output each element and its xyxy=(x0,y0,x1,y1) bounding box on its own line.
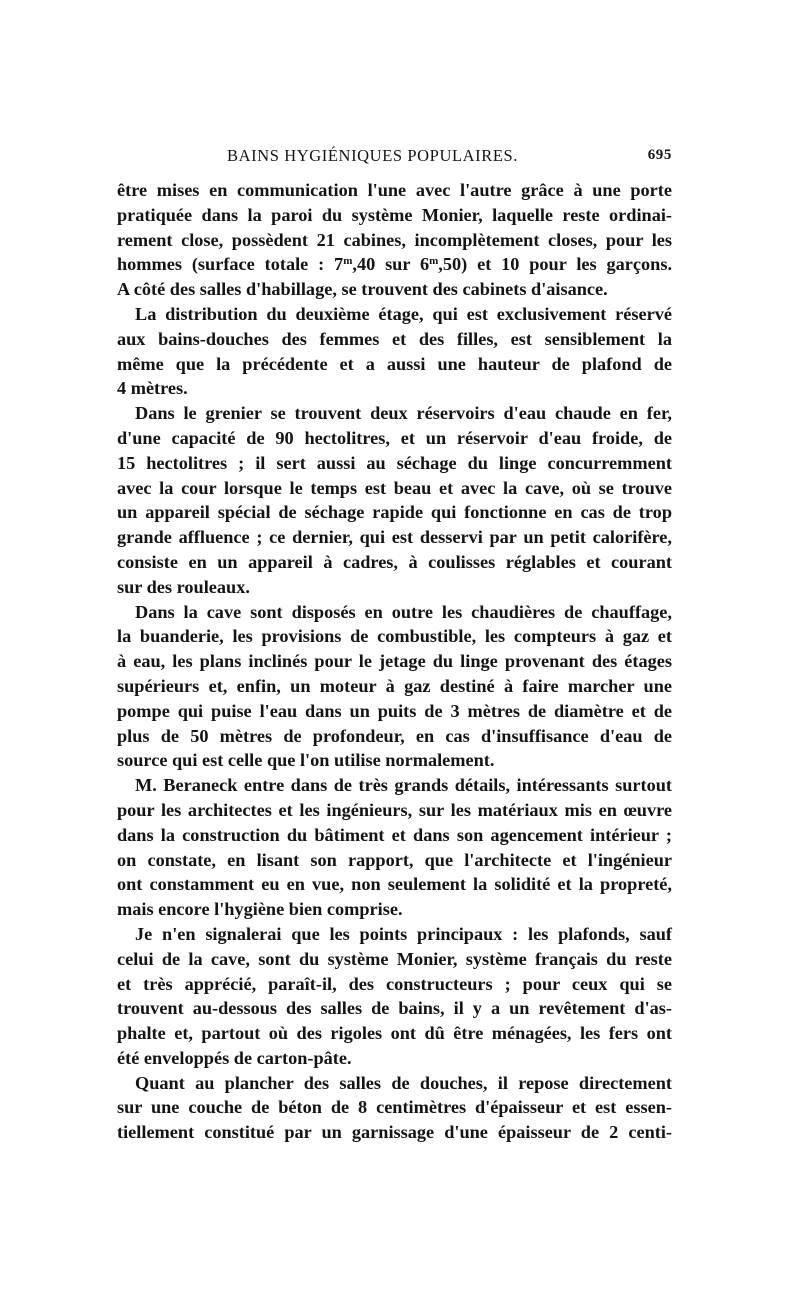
text-line: ont constamment eu en vue, non seulement la solidité et la propreté, xyxy=(117,874,672,895)
paragraph xyxy=(117,1071,672,1145)
text-line: dans la construction du bâtiment et dans son agencement intérieur ; xyxy=(117,824,672,845)
text-line: Je n'en signalerai que les points principaux : les plafonds, sauf xyxy=(135,923,672,944)
paragraph xyxy=(117,302,672,401)
body-text xyxy=(117,178,672,1145)
text-line: M. Beraneck entre dans de très grands détails, intéressants surtout xyxy=(135,775,672,796)
text-line: hommes (surface totale : 7$^m$,40 sur 6$^m$,50) et 10 pour les garçons. xyxy=(117,254,673,275)
text-line: été enveloppés de carton-pâte. xyxy=(117,1047,352,1068)
running-head xyxy=(117,146,672,168)
paragraph xyxy=(117,773,672,922)
text-line: d'une capacité de 90 hectolitres, et un réservoir d'eau froide, de xyxy=(117,427,672,448)
text-line: A côté des salles d'habillage, se trouvent des cabinets d'aisance. xyxy=(117,279,608,300)
text-line: La distribution du deuxième étage, qui est exclusivement réservé xyxy=(135,303,672,324)
text-line: trouvent au-dessous des salles de bains, il y a un revêtement d'as- xyxy=(117,998,672,1019)
paragraph xyxy=(117,178,672,302)
page-number: 695 xyxy=(647,147,672,163)
text-line: sur des rouleaux. xyxy=(117,576,250,597)
text-line: tiellement constitué par un garnissage d'une épaisseur de 2 centi- xyxy=(117,1122,672,1143)
running-title: BAINS HYGIÉNIQUES POPULAIRES. xyxy=(227,146,519,165)
text-line: la buanderie, les provisions de combustible, les compteurs à gaz et xyxy=(117,626,672,647)
paragraph xyxy=(117,922,672,1071)
text-line: supérieurs et, enfin, un moteur à gaz destiné à faire marcher une xyxy=(117,675,672,696)
text-line: phalte et, partout où des rigoles ont dû être ménagées, les fers ont xyxy=(117,1023,672,1044)
paragraph xyxy=(117,600,672,774)
text-line: pour les architectes et les ingénieurs, sur les matériaux mis en œuvre xyxy=(117,799,672,820)
text-line: Dans la cave sont disposés en outre les chaudières de chauffage, xyxy=(135,601,672,622)
text-line: plus de 50 mètres de profondeur, en cas d'insuffisance d'eau de xyxy=(117,725,672,746)
paragraph xyxy=(117,401,672,599)
text-line: 4 mètres. xyxy=(117,378,188,399)
text-line: un appareil spécial de séchage rapide qui fonctionne en cas de trop xyxy=(117,502,672,523)
text-line: pratiquée dans la paroi du système Monier, laquelle reste ordinai- xyxy=(117,204,672,225)
text-line: et très apprécié, paraît-il, des constructeurs ; pour ceux qui se xyxy=(117,973,672,994)
text-line: mais encore l'hygiène bien comprise. xyxy=(117,899,403,920)
text-line: 15 hectolitres ; il sert aussi au séchage du linge concurremment xyxy=(117,452,672,473)
text-line: avec la cour lorsque le temps est beau et avec la cave, où se trouve xyxy=(117,477,672,498)
text-line: sur une couche de béton de 8 centimètres d'épaisseur et est essen- xyxy=(117,1097,672,1118)
text-line: aux bains-douches des femmes et des filles, est sensiblement la xyxy=(117,328,672,349)
text-line: on constate, en lisant son rapport, que l'architecte et l'ingénieur xyxy=(117,849,672,870)
text-line: Dans le grenier se trouvent deux réservoirs d'eau chaude en fer, xyxy=(135,403,672,424)
text-line: celui de la cave, sont du système Monier, système français du reste xyxy=(117,948,672,969)
text-line: même que la précédente et a aussi une hauteur de plafond de xyxy=(117,353,672,374)
text-line: grande affluence ; ce dernier, qui est desservi par un petit calorifère, xyxy=(117,527,672,548)
text-line: à eau, les plans inclinés pour le jetage du linge provenant des étages xyxy=(117,651,672,672)
text-line: rement close, possèdent 21 cabines, incomplètement closes, pour les xyxy=(117,229,672,250)
text-line: être mises en communication l'une avec l'autre grâce à une porte xyxy=(117,180,672,200)
text-line: consiste en un appareil à cadres, à coulisses réglables et courant xyxy=(117,551,672,572)
text-line: source qui est celle que l'on utilise normalement. xyxy=(117,750,495,771)
text-line: Quant au plancher des salles de douches, il repose directement xyxy=(135,1072,672,1093)
text-line: pompe qui puise l'eau dans un puits de 3 mètres de diamètre et de xyxy=(117,700,672,721)
